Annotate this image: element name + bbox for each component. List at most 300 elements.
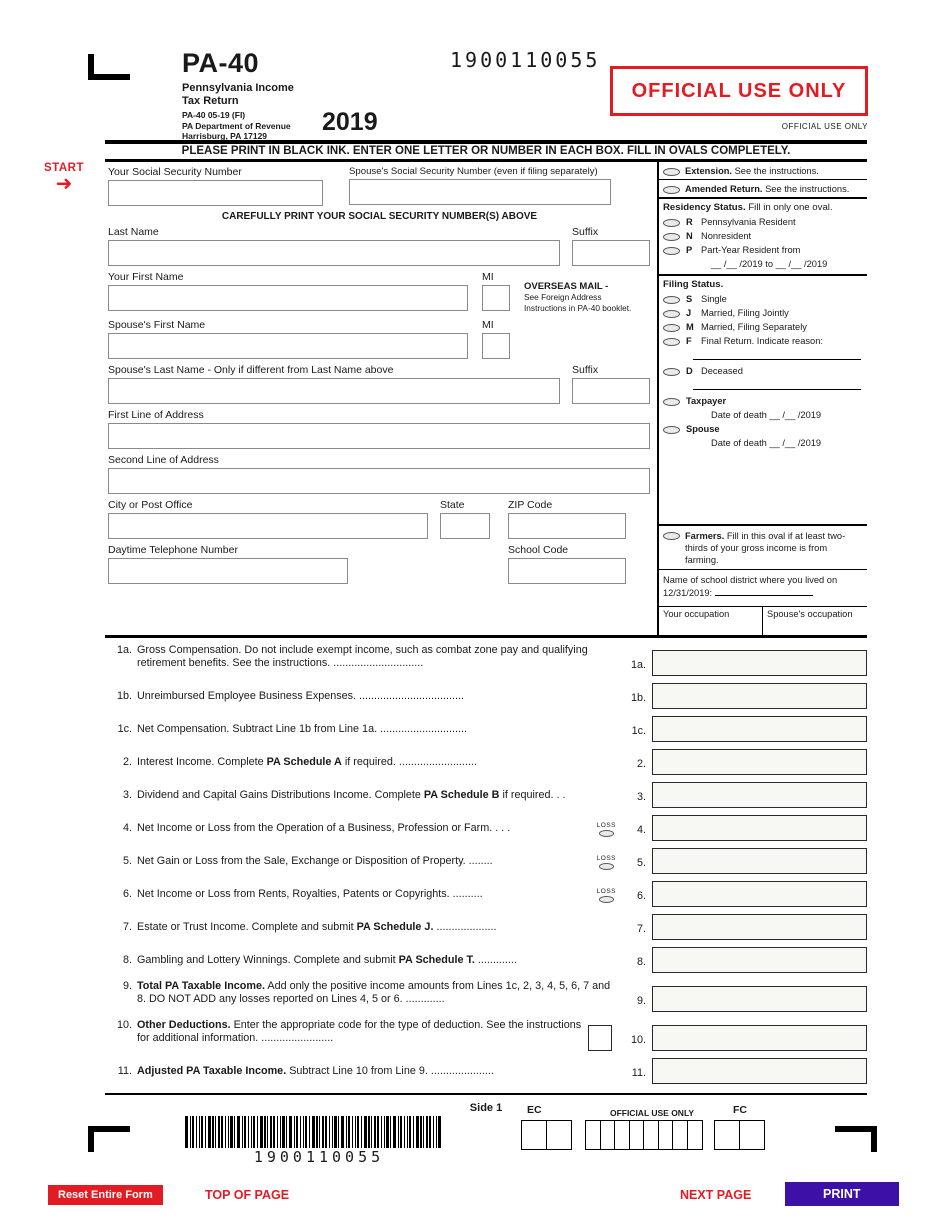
- final-return-reason-line[interactable]: [693, 350, 861, 360]
- barcode-bar: [436, 1116, 437, 1148]
- barcode-bar: [185, 1116, 188, 1148]
- filing-label-F: Final Return. Indicate reason:: [701, 336, 823, 346]
- form-line-6: [107, 881, 867, 907]
- line-number-6: 6.: [122, 888, 132, 901]
- side-label: Side 1: [469, 1101, 503, 1114]
- line-description-1b: [137, 690, 618, 703]
- loss-indicator-6: [597, 888, 616, 907]
- spouse-oval[interactable]: [663, 426, 680, 434]
- amended-return-oval[interactable]: [663, 186, 680, 194]
- barcode-bar: [300, 1116, 301, 1148]
- line-amount-input-10[interactable]: [652, 1025, 867, 1051]
- line-text-segment: Gross Compensation. Do not include exempt income, such as combat zone pay and qualifying retirement benefits. See the instructions. ..............................: [137, 644, 588, 670]
- line-main-1b: [107, 690, 618, 708]
- farmers-bold: Farmers.: [685, 530, 725, 541]
- barcode-bar: [253, 1116, 255, 1148]
- barcode-bar: [374, 1116, 376, 1148]
- overseas-mail-title: OVERSEAS MAIL -: [524, 281, 609, 292]
- extension-row: [659, 162, 867, 180]
- line-amount-input-1b[interactable]: [652, 683, 867, 709]
- barcode-bar: [190, 1116, 191, 1148]
- line-text-segment: Add only the positive income amounts from Lines 1c, 2, 3, 4, 5, 6, 7 and 8. DO NOT ADD any losses reported on Lines 4, 5 or 6. .............: [137, 979, 611, 1006]
- farmers-rest: Fill in this oval if at least two-thirds of your gross income is from farming.: [685, 530, 846, 565]
- barcode-bar: [433, 1116, 434, 1148]
- filing-section: [659, 276, 867, 526]
- address1-label: First Line of Address: [108, 408, 204, 421]
- line-amount-input-1a[interactable]: [652, 650, 867, 676]
- first-name-label: Your First Name: [108, 271, 184, 283]
- line-text-segment: PA Schedule A: [266, 756, 342, 769]
- barcode-bar: [303, 1116, 304, 1148]
- form-name: [182, 82, 294, 107]
- line-number-10: 10.: [116, 1018, 132, 1031]
- line-ref-7: 7.: [636, 922, 646, 935]
- residency-option-N: [663, 231, 863, 241]
- barcode-bar: [368, 1116, 370, 1148]
- barcode-bar: [309, 1116, 310, 1148]
- form-line-4: [107, 815, 867, 841]
- form-line-1a: [107, 644, 867, 676]
- residency-code-P: P: [686, 245, 693, 255]
- line-text-segment: Net Income or Loss from Rents, Royalties, Patents or Copyrights. ..........: [137, 888, 483, 901]
- line-text-segment: Unreimbursed Employee Business Expenses. ...................................: [137, 690, 465, 703]
- line-amount-input-3[interactable]: [652, 782, 867, 808]
- barcode-bar: [286, 1116, 287, 1148]
- school-district-label: Name of school district where you lived on 12/31/2019:: [663, 574, 838, 598]
- footer-official-use-label: OFFICIAL USE ONLY: [609, 1108, 695, 1118]
- line-number-11: 11.: [117, 1065, 132, 1078]
- school-code-input[interactable]: [508, 558, 626, 584]
- barcode-bar: [413, 1116, 414, 1148]
- address1-input[interactable]: [108, 423, 650, 449]
- barcode-bar: [267, 1116, 268, 1148]
- ec-cell-2[interactable]: [546, 1120, 572, 1150]
- line-text-segment: Net Income or Loss from the Operation of a Business, Profession or Farm. . . .: [137, 822, 511, 835]
- line-main-1a: [107, 644, 618, 676]
- form-line-2: [107, 749, 867, 775]
- line-main-5: [107, 855, 597, 873]
- top-of-page-link[interactable]: TOP OF PAGE: [205, 1188, 290, 1202]
- barcode-bar: [409, 1116, 411, 1148]
- line-ref-2: 2.: [636, 757, 646, 770]
- taxpayer-oval[interactable]: [663, 398, 680, 406]
- amended-row: [659, 180, 867, 199]
- barcode-bar: [205, 1116, 206, 1148]
- residency-oval-P[interactable]: [663, 247, 680, 255]
- address2-label: Second Line of Address: [108, 453, 219, 466]
- barcode-bar: [371, 1116, 372, 1148]
- school-district-blank[interactable]: [715, 587, 813, 596]
- suffix-label: Suffix: [572, 226, 599, 238]
- line-amount-input-4[interactable]: [652, 815, 867, 841]
- barcode-bar: [192, 1116, 194, 1148]
- ec-cells: [521, 1120, 572, 1150]
- print-button[interactable]: PRINT: [785, 1182, 899, 1206]
- barcode-bar: [329, 1116, 330, 1148]
- line-amount-input-11[interactable]: [652, 1058, 867, 1084]
- fc-cells: [714, 1120, 765, 1150]
- department-address: Harrisburg, PA 17129: [182, 131, 268, 142]
- barcode-bar: [438, 1116, 441, 1148]
- your-ssn-input[interactable]: [108, 180, 323, 206]
- line-number-1a: 1a.: [116, 644, 132, 656]
- city-input[interactable]: [108, 513, 428, 539]
- barcode-bar: [364, 1116, 367, 1148]
- barcode-bar: [346, 1116, 347, 1148]
- barcode-bar: [264, 1116, 266, 1148]
- department-name: PA Department of Revenue: [182, 120, 291, 131]
- filing-label-J: Married, Filing Jointly: [701, 308, 789, 318]
- tax-year: 2019: [322, 108, 378, 136]
- barcode-bar: [352, 1116, 353, 1148]
- residency-oval-R[interactable]: [663, 219, 680, 227]
- barcode-bar: [218, 1116, 220, 1148]
- line-text-segment: Subtract Line 10 from Line 9. .....................: [286, 1065, 494, 1078]
- registration-mark-bottom-left: [88, 1126, 130, 1152]
- barcode-bar: [423, 1116, 424, 1148]
- filing-option-J: [663, 308, 863, 318]
- address2-input[interactable]: [108, 468, 650, 494]
- last-name-input[interactable]: [108, 240, 560, 266]
- spouse-ssn-label: Spouse's Social Security Number (even if filing separately): [349, 166, 598, 177]
- loss-oval-4[interactable]: [599, 830, 614, 837]
- line-number-4: 4.: [122, 822, 132, 835]
- form-name-line2: Tax Return: [182, 94, 239, 107]
- form-id-number-top: 1900110055: [450, 48, 601, 72]
- line-ref-1a: 1a.: [630, 658, 646, 671]
- line-description-4: [137, 822, 597, 835]
- deceased-oval[interactable]: [663, 368, 680, 376]
- barcode-bar: [237, 1116, 240, 1148]
- loss-oval-5[interactable]: [599, 863, 614, 870]
- residency-title-rest: Fill in only one oval.: [745, 202, 833, 213]
- official-use-only-caption: OFFICIAL USE ONLY: [781, 122, 868, 131]
- line-text-segment: Total PA Taxable Income.: [137, 979, 265, 992]
- spouse-first-name-input[interactable]: [108, 333, 468, 359]
- line-ref-3: 3.: [636, 790, 646, 803]
- barcode-bar: [322, 1116, 324, 1148]
- form-line-9: [107, 980, 867, 1012]
- deceased-code: D: [686, 366, 693, 376]
- registration-mark-bottom-right: [835, 1126, 877, 1152]
- filing-oval-J[interactable]: [663, 310, 680, 318]
- line-ref-9: 9.: [636, 994, 646, 1007]
- line-text-segment: Net Gain or Loss from the Sale, Exchange or Disposition of Property. ........: [137, 855, 493, 868]
- school-code-label: School Code: [508, 543, 569, 556]
- filing-label-S: Single: [701, 294, 727, 304]
- your-occupation-cell[interactable]: Your occupation: [659, 607, 763, 635]
- line-ref-6: 6.: [636, 889, 646, 902]
- loss-label-6: LOSS: [596, 887, 616, 895]
- line-number-3: 3.: [122, 789, 132, 802]
- city-label: City or Post Office: [108, 498, 193, 511]
- barcode-bar: [416, 1116, 419, 1148]
- filing-title: [663, 279, 863, 290]
- extension-oval[interactable]: [663, 168, 680, 176]
- barcode-bar: [234, 1116, 235, 1148]
- line-amount-input-9[interactable]: [652, 986, 867, 1012]
- line-number-8: 8.: [122, 954, 132, 967]
- barcode-bar: [357, 1116, 359, 1148]
- barcode-bar: [296, 1116, 298, 1148]
- line-amount-input-2[interactable]: [652, 749, 867, 775]
- line-text-segment: ....................: [433, 921, 497, 934]
- extension-rest: See the instructions.: [732, 166, 819, 176]
- spouse-mi-input[interactable]: [482, 333, 510, 359]
- line-description-8: [137, 954, 618, 967]
- instruction-bar: PLEASE PRINT IN BLACK INK. ENTER ONE LETTER OR NUMBER IN EACH BOX. FILL IN OVALS COMPLETELY.: [105, 140, 867, 162]
- residency-code-R: R: [686, 217, 693, 227]
- barcode-bar: [294, 1116, 295, 1148]
- barcode-bar: [199, 1116, 200, 1148]
- line-description-10: [137, 1019, 588, 1046]
- barcode-bar: [393, 1116, 396, 1148]
- line-text-segment: if required. ..........................: [341, 756, 477, 769]
- barcode-bar: [404, 1116, 405, 1148]
- barcode-bar: [242, 1116, 243, 1148]
- barcode-number: 1900110055: [253, 1148, 385, 1166]
- fc-label: FC: [733, 1104, 747, 1116]
- line-text-segment: Net Compensation. Subtract Line 1b from Line 1a. .............................: [137, 723, 468, 736]
- barcode-bar: [270, 1116, 272, 1148]
- overseas-mail-text: See Foreign Address Instructions in PA-40 booklet.: [524, 292, 632, 313]
- barcode-bar: [319, 1116, 320, 1148]
- residency-oval-N[interactable]: [663, 233, 680, 241]
- line-ref-8: 8.: [636, 955, 646, 968]
- barcode-bar: [260, 1116, 263, 1148]
- barcode-bar: [381, 1116, 382, 1148]
- line-text-segment: PA Schedule J.: [356, 921, 434, 934]
- amended-bold: Amended Return.: [685, 184, 763, 194]
- barcode-bar: [280, 1116, 281, 1148]
- residency-label-R: Pennsylvania Resident: [701, 217, 796, 227]
- form-line-8: [107, 947, 867, 973]
- suffix-input[interactable]: [572, 240, 650, 266]
- line-text-segment: Enter the appropriate code for the type of deduction. See the instructions for additional information. ........................: [137, 1018, 582, 1045]
- spouse-last-name-input[interactable]: [108, 378, 560, 404]
- barcode-bar: [361, 1116, 362, 1148]
- line-text-segment: Estate or Trust Income. Complete and submit: [137, 921, 357, 934]
- barcode-bar: [377, 1116, 379, 1148]
- line-ref-1c: 1c.: [631, 724, 646, 737]
- form-line-11: [107, 1058, 867, 1084]
- filing-oval-S[interactable]: [663, 296, 680, 304]
- form-meta: [182, 110, 291, 142]
- deceased-blank-line[interactable]: [693, 380, 861, 390]
- deceased-label: Deceased: [701, 366, 743, 376]
- barcode-bar: [384, 1116, 385, 1148]
- line-main-7: [107, 921, 618, 939]
- filing-oval-F[interactable]: [663, 338, 680, 346]
- barcode-bar: [208, 1116, 211, 1148]
- barcode-bar: [355, 1116, 356, 1148]
- phone-label: Daytime Telephone Number: [108, 543, 238, 556]
- line-main-2: [107, 756, 618, 774]
- line-text-segment: PA Schedule T.: [398, 954, 475, 967]
- start-arrow-icon: ➜: [55, 173, 73, 195]
- form-line-10: [107, 1019, 867, 1051]
- fc-cell-2[interactable]: [739, 1120, 765, 1150]
- ec-cell-1[interactable]: [521, 1120, 547, 1150]
- barcode-bar: [332, 1116, 333, 1148]
- line-number-1b: 1b.: [116, 690, 132, 703]
- school-district-section: [659, 570, 867, 607]
- farmers-oval[interactable]: [663, 532, 680, 540]
- line-text-segment: Other Deductions.: [137, 1018, 231, 1031]
- barcode-bar: [400, 1116, 402, 1148]
- start-indicator: [44, 162, 84, 194]
- filing-option-M: [663, 322, 863, 332]
- residency-title: [663, 202, 863, 213]
- barcode-bar: [338, 1116, 339, 1148]
- first-name-input[interactable]: [108, 285, 468, 311]
- line-ref-4: 4.: [636, 823, 646, 836]
- phone-input[interactable]: [108, 558, 348, 584]
- farmers-text: [685, 530, 863, 566]
- line-number-2: 2.: [122, 756, 132, 769]
- residency-label-N: Nonresident: [701, 231, 752, 241]
- barcode-bar: [305, 1116, 307, 1148]
- barcode-bar: [230, 1116, 233, 1148]
- barcode-bar: [426, 1116, 428, 1148]
- taxpayer-date-of-death: Date of death __ /__ /2019: [711, 410, 822, 420]
- filing-options: [663, 294, 863, 346]
- farmers-row: [659, 526, 867, 570]
- line-main-8: [107, 954, 618, 972]
- barcode-bar: [201, 1116, 203, 1148]
- barcode-bar: [215, 1116, 216, 1148]
- filing-option-S: [663, 294, 863, 304]
- barcode-bar: [325, 1116, 327, 1148]
- residency-code-N: N: [686, 231, 693, 241]
- line-main-3: [107, 789, 618, 807]
- line-text-segment: if required. . .: [499, 789, 566, 802]
- residency-part-year-dates: __ /__ /2019 to __ /__ /2019: [711, 259, 828, 269]
- barcode-bar: [212, 1116, 214, 1148]
- line-main-4: [107, 822, 597, 840]
- barcode-bar: [334, 1116, 337, 1148]
- line-description-9: [137, 980, 618, 1007]
- amended-text: [685, 184, 849, 194]
- reset-form-button[interactable]: Reset Entire Form: [48, 1185, 163, 1205]
- taxpayer-death-row: [663, 396, 863, 406]
- official-use-cell-8[interactable]: [687, 1120, 703, 1150]
- line-description-11: [137, 1065, 618, 1078]
- barcode-bar: [248, 1116, 249, 1148]
- mi-input[interactable]: [482, 285, 510, 311]
- barcode-bar: [225, 1116, 226, 1148]
- occupation-row: [659, 607, 867, 635]
- line-amount-input-8[interactable]: [652, 947, 867, 973]
- line-main-9: [107, 980, 618, 1012]
- ec-label: EC: [527, 1104, 542, 1116]
- barcode-bar: [273, 1116, 275, 1148]
- barcode-bar: [289, 1116, 292, 1148]
- line-main-10: [107, 1019, 588, 1051]
- line-number-9: 9.: [122, 979, 132, 992]
- filing-title-bold: Filing Status.: [663, 279, 724, 290]
- mi-label: MI: [482, 271, 494, 283]
- taxpayer-label: Taxpayer: [686, 396, 727, 406]
- spouse-date-of-death: Date of death __ /__ /2019: [711, 438, 822, 448]
- barcode-bar: [282, 1116, 285, 1148]
- identity-left-column: [105, 162, 657, 635]
- line-amount-input-5[interactable]: [652, 848, 867, 874]
- line-text-segment: Adjusted PA Taxable Income.: [137, 1065, 287, 1078]
- zip-input[interactable]: [508, 513, 626, 539]
- barcode-bar: [316, 1116, 318, 1148]
- barcode-bar: [407, 1116, 408, 1148]
- official-use-cells: [585, 1120, 703, 1150]
- line-amount-input-6[interactable]: [652, 881, 867, 907]
- next-page-link[interactable]: NEXT PAGE: [680, 1188, 752, 1202]
- start-label: START: [44, 162, 84, 174]
- spouse-suffix-label: Suffix: [572, 363, 599, 376]
- barcode-bar: [398, 1116, 399, 1148]
- barcode: [185, 1116, 453, 1148]
- form-name-line1: Pennsylvania Income: [182, 82, 294, 94]
- line-text-segment: Interest Income. Complete: [137, 756, 267, 769]
- line-ref-10: 10.: [630, 1033, 646, 1046]
- filing-code-J: J: [686, 308, 692, 318]
- line-description-3: [137, 789, 618, 802]
- line-main-6: [107, 888, 597, 906]
- barcode-bar: [257, 1116, 258, 1148]
- line-amount-input-1c[interactable]: [652, 716, 867, 742]
- filing-option-deceased: [663, 366, 863, 376]
- filing-oval-M[interactable]: [663, 324, 680, 332]
- overseas-mail-note: [524, 271, 644, 314]
- form-line-1b: [107, 683, 867, 709]
- loss-indicator-4: [597, 822, 616, 841]
- line-number-7: 7.: [122, 921, 132, 934]
- line-description-5: [137, 855, 597, 868]
- line-amount-input-7[interactable]: [652, 914, 867, 940]
- line-text-segment: .............: [474, 954, 517, 967]
- your-ssn-label: Your Social Security Number: [108, 166, 242, 178]
- line-main-1c: [107, 723, 618, 741]
- registration-mark-top-left: [88, 54, 130, 80]
- status-panel: [657, 162, 867, 635]
- spouse-suffix-input[interactable]: [572, 378, 650, 404]
- residency-option-P: [663, 245, 863, 255]
- line-description-1c: [137, 723, 618, 736]
- barcode-bar: [251, 1116, 252, 1148]
- loss-label-5: LOSS: [596, 854, 616, 862]
- residency-title-bold: Residency Status.: [663, 202, 746, 213]
- state-input[interactable]: [440, 513, 490, 539]
- extension-bold: Extension.: [685, 166, 733, 176]
- ssn-caution: CAREFULLY PRINT YOUR SOCIAL SECURITY NUMBER(S) ABOVE: [221, 211, 538, 222]
- deduction-code-input[interactable]: [588, 1025, 612, 1051]
- loss-label-4: LOSS: [596, 821, 616, 829]
- extension-text: [685, 166, 819, 176]
- loss-indicator-5: [597, 855, 616, 874]
- barcode-bar: [244, 1116, 246, 1148]
- spouse-occupation-cell[interactable]: Spouse's occupation: [767, 609, 853, 619]
- line-ref-1b: 1b.: [630, 691, 646, 704]
- barcode-bar: [221, 1116, 223, 1148]
- spouse-last-name-label: Spouse's Last Name - Only if different from Last Name above: [108, 363, 394, 376]
- spouse-first-name-label: Spouse's First Name: [108, 318, 206, 331]
- barcode-bar: [420, 1116, 422, 1148]
- form-revision: PA-40 05-19 (FI): [182, 110, 246, 120]
- spouse-ssn-input[interactable]: [349, 179, 611, 205]
- loss-oval-6[interactable]: [599, 896, 614, 903]
- fc-cell-1[interactable]: [714, 1120, 740, 1150]
- filing-code-M: M: [686, 322, 694, 332]
- line-number-5: 5.: [122, 855, 132, 868]
